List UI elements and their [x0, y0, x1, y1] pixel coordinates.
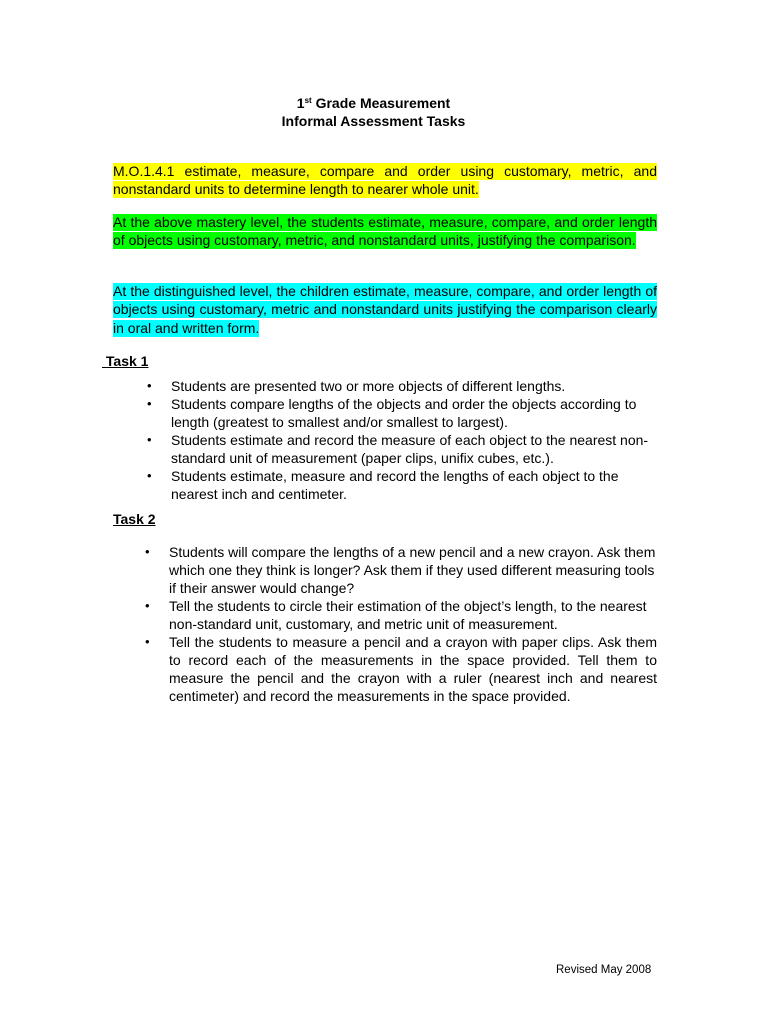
bullet-icon: • [147, 432, 152, 447]
bullet-icon: • [147, 396, 152, 411]
distinguished-text: At the distinguished level, the children estimate, measure, compare, and order length of objects using customary, metric and nonstandard units justifying the comparison clearly in oral and written form. [113, 283, 657, 336]
list-item-text: Tell the students to measure a pencil and a crayon with paper clips. Ask them to record each of the measurements in the space provided. Tell them to measure the pencil and the crayon with a ruler (nearest inch and nearest centimeter) and record the measurements in the space provided. [169, 634, 657, 704]
task2-heading: Task 2 [113, 511, 156, 527]
title-line-1 [0, 94, 747, 112]
above-mastery-paragraph [113, 213, 657, 250]
list-item-text: Tell the students to circle their estimation of the object’s length, to the nearest non-standard unit, customary, and metric unit of measurement. [169, 598, 647, 632]
list-item [147, 395, 661, 431]
title-line-2: Informal Assessment Tasks [281, 113, 466, 129]
bullet-icon: • [145, 598, 150, 613]
standard-paragraph [113, 162, 657, 199]
above-mastery-text: At the above mastery level, the students estimate, measure, compare, and order length of objects using customary, metric, and nonstandard units, justifying the comparison. [113, 214, 657, 249]
list-item-text: Students will compare the lengths of a new pencil and a new crayon. Ask them which one they think is longer? Ask them if they used different measuring tools if their answer would change? [169, 544, 656, 596]
bullet-icon: • [145, 544, 150, 559]
title-line-1-text: Grade Measurement [311, 95, 451, 111]
list-item [147, 377, 661, 395]
distinguished-paragraph [113, 282, 657, 337]
list-item [145, 597, 657, 633]
list-item-text: Students estimate and record the measure of each object to the nearest non-standard unit of measurement (paper clips, unifix cubes, etc.). [171, 432, 649, 466]
revision-footer: Revised May 2008 [556, 964, 652, 976]
task2-list [145, 543, 657, 705]
task1-heading-text: Task 1 [105, 353, 149, 369]
standard-text: M.O.1.4.1 estimate, measure, compare and order using customary, metric, and nonstandard units to determine length to nearer whole unit. [113, 163, 657, 198]
grade-superscript: st [304, 96, 312, 105]
bullet-icon: • [145, 634, 150, 649]
task1-list [147, 377, 661, 503]
task1-heading [102, 352, 148, 370]
document-title [0, 94, 747, 130]
list-item-text: Students estimate, measure and record the lengths of each object to the nearest inch and centimeter. [171, 468, 619, 502]
grade-number: 1 [296, 95, 305, 111]
list-item-text: Students are presented two or more objects of different lengths. [171, 378, 566, 394]
list-item-text: Students compare lengths of the objects and order the objects according to length (greatest to smallest and/or smallest to largest). [171, 396, 637, 430]
bullet-icon: • [147, 378, 152, 393]
list-item [145, 633, 657, 705]
bullet-icon: • [147, 468, 152, 483]
list-item [147, 467, 661, 503]
list-item [147, 431, 661, 467]
list-item [145, 543, 657, 597]
